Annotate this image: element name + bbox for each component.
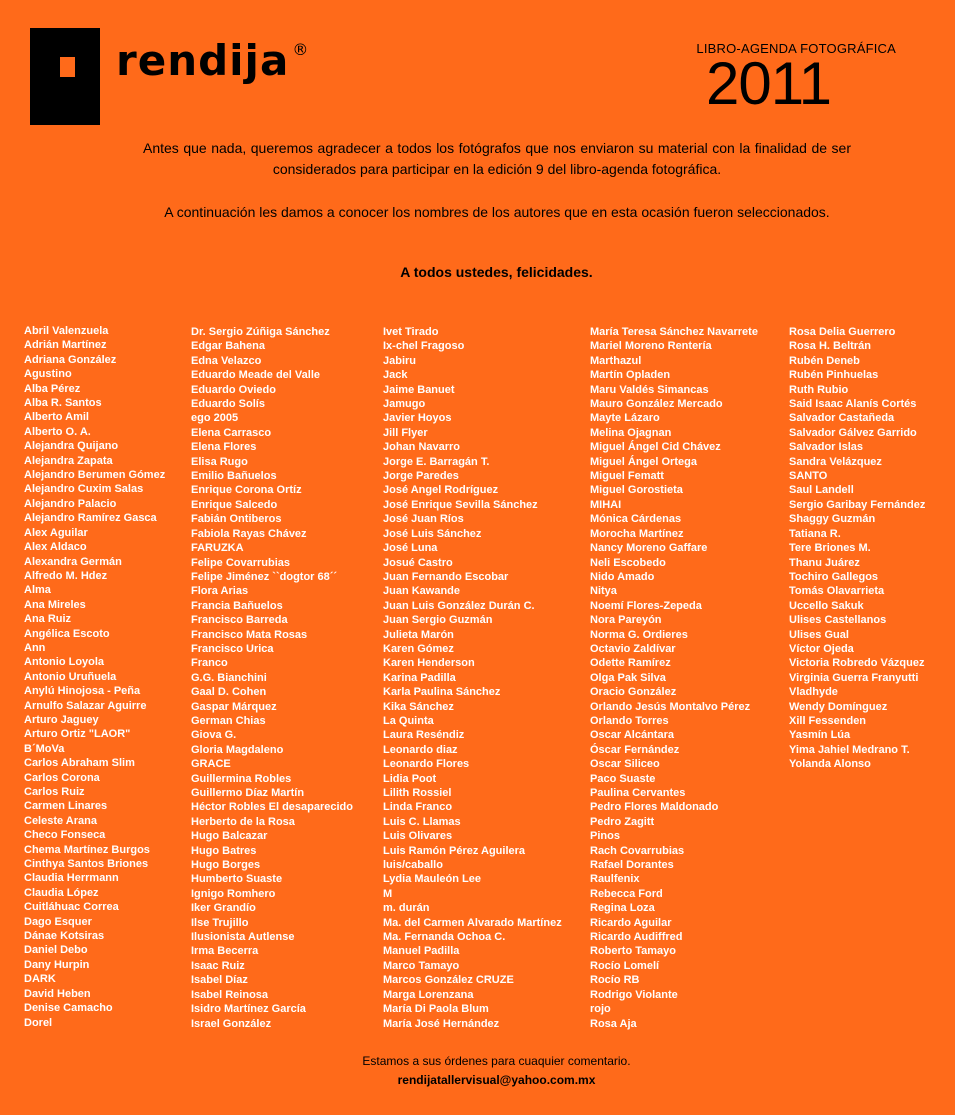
author-name: Yasmín Lúa xyxy=(789,729,851,742)
author-name: B´MoVa xyxy=(24,742,65,755)
publication-year: 2011 xyxy=(706,50,832,117)
author-name: Israel González xyxy=(191,1017,272,1030)
author-name: Giova G. xyxy=(191,729,237,742)
author-name: Wendy Domínguez xyxy=(789,700,888,713)
author-name: Julieta Marón xyxy=(383,628,454,641)
author-name: Chema Martínez Burgos xyxy=(24,843,150,856)
author-name: Nitya xyxy=(590,585,617,598)
author-name: Alejandro Berumen Gómez xyxy=(24,469,166,482)
names-column-2 xyxy=(191,325,353,1031)
author-name: Ana Ruiz xyxy=(24,613,72,626)
author-name: José Enrique Sevilla Sánchez xyxy=(383,498,538,511)
author-name: Josué Castro xyxy=(383,556,453,569)
author-name: Johan Navarro xyxy=(383,441,461,454)
author-name: Oscar Alcántara xyxy=(590,729,674,742)
author-name: Neli Escobedo xyxy=(590,556,666,569)
author-name: Marthazul xyxy=(590,354,642,367)
author-name: Ricardo Audiffred xyxy=(590,931,683,944)
author-name: Jorge E. Barragán T. xyxy=(383,455,490,468)
logo-mark xyxy=(30,28,100,125)
author-name: Victoria Robredo Vázquez xyxy=(789,657,925,670)
author-name: Francisco Mata Rosas xyxy=(191,628,308,641)
author-name: Fabián Ontiberos xyxy=(191,513,282,526)
author-name: Oracio González xyxy=(590,686,677,699)
author-name: Alba R. Santos xyxy=(24,397,102,410)
author-name: Salvador Islas xyxy=(789,441,863,454)
author-name: Ulises Gual xyxy=(789,628,849,641)
author-name: Luis Ramón Pérez Aguilera xyxy=(383,844,526,857)
author-name: Arturo Ortiz "LAOR" xyxy=(24,728,131,741)
author-name: Guillermo Díaz Martín xyxy=(191,787,305,799)
names-column-4 xyxy=(590,325,758,1031)
author-name: Cinthya Santos Briones xyxy=(24,858,149,871)
author-name: Pedro Zagitt xyxy=(590,815,655,828)
author-name: Arturo Jaguey xyxy=(24,713,99,726)
author-name: Alejandro Cuxim Salas xyxy=(24,483,144,496)
author-name: Rach Covarrubias xyxy=(590,844,685,857)
intro-paragraph-1: Antes que nada, queremos agradecer a todos los fotógrafos que nos enviaron su material con la finalidad de ser considerados para participar en la edición 9 del libro-agenda fotográfica. xyxy=(143,140,851,177)
names-column-3 xyxy=(383,325,562,1031)
author-name: Elena Carrasco xyxy=(191,426,272,439)
author-name: Laura Reséndiz xyxy=(383,729,465,742)
author-name: Gaspar Márquez xyxy=(191,700,277,713)
author-name: Alex Aguilar xyxy=(24,526,88,539)
author-name: Linda Franco xyxy=(383,801,453,814)
author-name: Karina Padilla xyxy=(383,671,456,684)
author-name: Roberto Tamayo xyxy=(590,945,676,958)
author-name: Tomás Olavarrieta xyxy=(789,585,885,598)
author-name: Norma G. Ordieres xyxy=(590,628,688,641)
author-name: Alma xyxy=(24,584,51,597)
author-name: Raulfenix xyxy=(590,873,640,886)
author-name: Salvador Castañeda xyxy=(789,412,895,425)
author-name: Nido Amado xyxy=(590,570,655,583)
author-name: Ivet Tirado xyxy=(383,326,439,338)
author-name: Dago Esquer xyxy=(24,915,92,928)
author-name: Isaac Ruiz xyxy=(191,959,245,972)
author-name: Odette Ramírez xyxy=(590,657,671,670)
author-name: Karen Henderson xyxy=(383,657,475,670)
author-name: Alejandra Zapata xyxy=(24,454,113,467)
author-name: Orlando Jesús Montalvo Pérez xyxy=(590,700,751,713)
author-name: Hugo Balcazar xyxy=(191,830,268,843)
author-name: Rosa H. Beltrán xyxy=(789,340,871,353)
author-name: Isidro Martínez García xyxy=(191,1003,306,1016)
author-name: Carmen Linares xyxy=(24,800,108,813)
author-name: José Angel Rodríguez xyxy=(383,484,499,497)
author-name: Dr. Sergio Zúñiga Sánchez xyxy=(191,326,330,338)
author-name: Antonio Uruñuela xyxy=(24,670,117,683)
author-name: Dánae Kotsiras xyxy=(24,930,105,943)
author-name: Gloria Magdaleno xyxy=(191,743,284,756)
author-name: Dany Hurpin xyxy=(24,958,90,971)
author-name: Xill Fessenden xyxy=(789,714,867,727)
author-name: Thanu Juárez xyxy=(789,556,860,569)
author-name: José Juan Ríos xyxy=(383,513,464,526)
registered-mark: ® xyxy=(292,40,310,59)
author-name: Víctor Ojeda xyxy=(789,642,854,655)
author-name: Olga Pak Silva xyxy=(590,671,666,684)
author-name: Guillermina Robles xyxy=(191,772,292,785)
author-name: rojo xyxy=(590,1003,611,1016)
author-name: María José Hernández xyxy=(383,1017,500,1030)
author-name: GRACE xyxy=(191,758,231,771)
author-name: Rosa Aja xyxy=(590,1017,637,1030)
author-name: Alfredo M. Hdez xyxy=(24,569,108,582)
author-name: Shaggy Guzmán xyxy=(789,513,876,526)
author-name: Melina Ojagnan xyxy=(590,426,672,439)
author-name: Kika Sánchez xyxy=(383,700,454,713)
author-name: Celeste Arana xyxy=(24,814,97,827)
author-name: Agustino xyxy=(24,368,72,381)
author-name: Rubén Pinhuelas xyxy=(789,369,879,382)
author-name: Antonio Loyola xyxy=(24,656,105,669)
author-name: Rocío RB xyxy=(590,974,640,987)
author-name: Irma Becerra xyxy=(191,945,259,958)
author-name: Eduardo Oviedo xyxy=(191,383,276,396)
author-name: Checo Fonseca xyxy=(24,829,106,842)
author-name: Eduardo Meade del Valle xyxy=(191,369,320,382)
author-name: ego 2005 xyxy=(191,412,239,425)
author-name: David Heben xyxy=(24,987,91,1000)
footer-text: Estamos a sus órdenes para cuaquier comentario. xyxy=(362,1054,631,1068)
author-name: Carlos Ruiz xyxy=(24,786,85,798)
intro-paragraph-2: A continuación les damos a conocer los nombres de los autores que en esta ocasión fueron seleccionados. xyxy=(164,204,830,220)
author-name: Oscar Siliceo xyxy=(590,758,660,771)
author-name: Tere Briones M. xyxy=(789,542,871,555)
author-name: Vladhyde xyxy=(789,686,838,699)
author-name: luis/caballo xyxy=(383,859,443,872)
author-name: Javier Hoyos xyxy=(383,412,452,425)
author-name: MIHAI xyxy=(590,498,622,511)
author-name: Angélica Escoto xyxy=(24,627,110,640)
author-name: Ilse Trujillo xyxy=(191,916,249,929)
author-name: Ma. Fernanda Ochoa C. xyxy=(383,931,506,944)
author-name: Luis C. Llamas xyxy=(383,815,461,828)
author-name: Carlos Abraham Slim xyxy=(24,757,135,770)
author-name: Felipe Covarrubias xyxy=(191,556,291,569)
author-name: Jorge Paredes xyxy=(383,470,459,483)
author-name: Said Isaac Alanís Cortés xyxy=(789,398,917,411)
author-name: DARK xyxy=(24,973,56,986)
author-name: Jack xyxy=(383,369,408,382)
author-name: Marcos González CRUZE xyxy=(383,974,514,987)
author-name: Lydia Mauleón Lee xyxy=(383,873,482,886)
author-name: Ana Mireles xyxy=(24,598,86,611)
author-name: Juan Luis González Durán C. xyxy=(383,599,535,612)
author-name: Alba Pérez xyxy=(24,382,81,395)
author-name: Isabel Reinosa xyxy=(191,988,269,1001)
author-name: Miguel Ángel Ortega xyxy=(590,455,697,468)
author-name: Eduardo Solís xyxy=(191,398,265,411)
author-name: Paco Suaste xyxy=(590,772,656,785)
author-name: Mónica Cárdenas xyxy=(590,513,682,526)
author-name: Manuel Padilla xyxy=(383,945,460,958)
author-name: Claudia López xyxy=(24,886,99,899)
author-name: José Luis Sánchez xyxy=(383,527,482,540)
author-name: G.G. Bianchini xyxy=(191,671,267,684)
author-name: Maru Valdés Simancas xyxy=(590,383,709,396)
author-name: Miguel Ángel Cid Chávez xyxy=(590,441,721,454)
author-name: Tochiro Gallegos xyxy=(789,570,879,583)
author-name: Saul Landell xyxy=(789,484,854,497)
author-name: Alejandra Quijano xyxy=(24,440,119,453)
author-name: Miguel Gorostieta xyxy=(590,484,683,497)
author-name: Elisa Rugo xyxy=(191,455,248,468)
author-name: Sergio Garibay Fernández xyxy=(789,498,926,511)
author-name: Hugo Batres xyxy=(191,844,257,857)
author-name: Leonardo Flores xyxy=(383,758,470,771)
author-name: Enrique Corona Ortíz xyxy=(191,484,302,497)
author-name: Enrique Salcedo xyxy=(191,498,278,511)
author-name: Gaal D. Cohen xyxy=(191,686,267,699)
author-name: Herberto de la Rosa xyxy=(191,815,295,828)
author-name: Abril Valenzuela xyxy=(24,325,109,337)
author-name: Felipe Jiménez ``dogtor 68´´ xyxy=(191,570,338,583)
author-name: Morocha Martínez xyxy=(590,527,684,540)
author-name: Alexandra Germán xyxy=(24,555,122,568)
author-name: Jamugo xyxy=(383,398,426,411)
author-name: Yima Jahiel Medrano T. xyxy=(789,743,910,756)
author-name: Hugo Borges xyxy=(191,859,261,872)
author-name: Ignigo Romhero xyxy=(191,887,276,900)
author-name: Elena Flores xyxy=(191,441,257,454)
author-name: Daniel Debo xyxy=(24,944,88,957)
author-name: Ma. del Carmen Alvarado Martínez xyxy=(383,916,562,929)
author-name: Rocío Lomelí xyxy=(590,959,660,972)
author-name: Pedro Flores Maldonado xyxy=(590,801,719,814)
greeting: A todos ustedes, felicidades. xyxy=(400,264,593,280)
author-name: FARUZKA xyxy=(191,542,244,555)
author-name: Humberto Suaste xyxy=(191,873,283,886)
author-name: Leonardo diaz xyxy=(383,743,458,756)
author-name: Orlando Torres xyxy=(590,714,669,727)
author-name: Ricardo Aguilar xyxy=(590,916,672,929)
contact-email[interactable]: rendijatallervisual@yahoo.com.mx xyxy=(397,1073,596,1087)
logo-window-shape xyxy=(60,57,75,77)
author-name: Juan Fernando Escobar xyxy=(383,570,509,583)
author-name: Francia Bañuelos xyxy=(191,599,283,612)
author-name: Yolanda Alonso xyxy=(789,758,871,771)
author-name: Noemí Flores-Zepeda xyxy=(590,599,702,612)
names-column-5 xyxy=(789,325,925,772)
author-name: José Luna xyxy=(383,542,438,555)
publication-subtitle: LIBRO-AGENDA FOTOGRÁFICA xyxy=(696,41,896,56)
author-name: Francisco Barreda xyxy=(191,614,288,627)
author-name: Karen Gómez xyxy=(383,642,454,655)
author-name: Mariel Moreno Rentería xyxy=(590,340,712,353)
author-name: Luis Olivares xyxy=(383,830,453,843)
author-name: Paulina Cervantes xyxy=(590,787,686,799)
author-name: Edgar Bahena xyxy=(191,340,265,353)
author-name: Marco Tamayo xyxy=(383,959,460,972)
author-name: Rosa Delia Guerrero xyxy=(789,326,896,338)
author-name: Jaime Banuet xyxy=(383,383,455,396)
author-name: La Quinta xyxy=(383,714,434,727)
author-name: Franco xyxy=(191,657,228,670)
author-name: m. durán xyxy=(383,902,430,915)
author-name: Rubén Deneb xyxy=(789,354,860,367)
names-column-1 xyxy=(24,324,165,1030)
author-name: Rebecca Ford xyxy=(590,887,663,900)
author-name: Mauro González Mercado xyxy=(590,398,723,411)
author-name: Mayte Lázaro xyxy=(590,412,660,425)
author-name: Arnulfo Salazar Aguirre xyxy=(24,699,147,712)
author-name: Nancy Moreno Gaffare xyxy=(590,542,708,555)
author-name: Carlos Corona xyxy=(24,771,100,784)
author-name: M xyxy=(383,887,393,900)
author-name: María Teresa Sánchez Navarrete xyxy=(590,326,758,338)
author-name: Edna Velazco xyxy=(191,354,262,367)
author-name: Francisco Urica xyxy=(191,642,274,655)
author-name: María Di Paola Blum xyxy=(383,1003,489,1016)
author-name: Claudia Herrmann xyxy=(24,872,119,885)
author-name: Pinos xyxy=(590,830,620,843)
author-name: Alberto O. A. xyxy=(24,425,91,438)
author-name: German Chias xyxy=(191,714,266,727)
author-name: Emilio Bañuelos xyxy=(191,470,277,483)
author-name: Alejandro Palacio xyxy=(24,497,117,510)
author-name: Octavio Zaldívar xyxy=(590,642,676,655)
author-name: Uccello Sakuk xyxy=(789,599,864,612)
author-name: Fabiola Rayas Chávez xyxy=(191,527,307,540)
author-name: Jill Flyer xyxy=(383,426,428,439)
author-name: Ix-chel Fragoso xyxy=(383,340,465,353)
author-name: Ruth Rubio xyxy=(789,383,849,396)
author-name: Alex Aldaco xyxy=(24,541,87,554)
author-name: Nora Pareyón xyxy=(590,614,662,627)
author-name: Adrián Martínez xyxy=(24,339,107,352)
author-name: Lilith Rossiel xyxy=(383,787,452,799)
author-name: Marga Lorenzana xyxy=(383,988,474,1001)
author-name: Juan Sergio Guzmán xyxy=(383,614,493,627)
author-name: Cuitláhuac Correa xyxy=(24,901,119,914)
author-name: Adriana González xyxy=(24,353,117,366)
author-name: Anylú Hinojosa - Peña xyxy=(24,685,141,698)
author-name: Rodrigo Violante xyxy=(590,988,678,1001)
author-name: Denise Camacho xyxy=(24,1002,113,1015)
author-name: Regina Loza xyxy=(590,902,655,915)
author-name: Alberto Amil xyxy=(24,411,89,424)
author-name: Óscar Fernández xyxy=(590,743,680,756)
author-name: Héctor Robles El desaparecido xyxy=(191,801,353,814)
author-name: Sandra Velázquez xyxy=(789,455,882,468)
author-name: Karla Paulina Sánchez xyxy=(383,686,501,699)
author-name: Rafael Dorantes xyxy=(590,859,674,872)
author-name: Flora Arias xyxy=(191,585,249,598)
author-name: Lidia Poot xyxy=(383,772,437,785)
author-name: Isabel Díaz xyxy=(191,974,248,987)
author-name: Ann xyxy=(24,641,46,654)
author-name: Tatiana R. xyxy=(789,527,841,540)
author-name: Juan Kawande xyxy=(383,585,461,598)
author-name: Virginia Guerra Franyutti xyxy=(789,671,919,684)
author-name: Dorel xyxy=(24,1016,53,1029)
author-name: Ilusionista Autlense xyxy=(191,931,295,944)
author-name: Miguel Fematt xyxy=(590,470,664,483)
author-name: Iker Grandío xyxy=(191,902,256,915)
brand-name: rendija ® xyxy=(116,36,310,85)
author-name: Jabiru xyxy=(383,354,417,367)
author-name: Ulises Castellanos xyxy=(789,614,887,627)
author-name: SANTO xyxy=(789,470,828,483)
author-name: Salvador Gálvez Garrido xyxy=(789,426,917,439)
author-name: Alejandro Ramírez Gasca xyxy=(24,512,157,525)
author-name: Martín Opladen xyxy=(590,369,671,382)
